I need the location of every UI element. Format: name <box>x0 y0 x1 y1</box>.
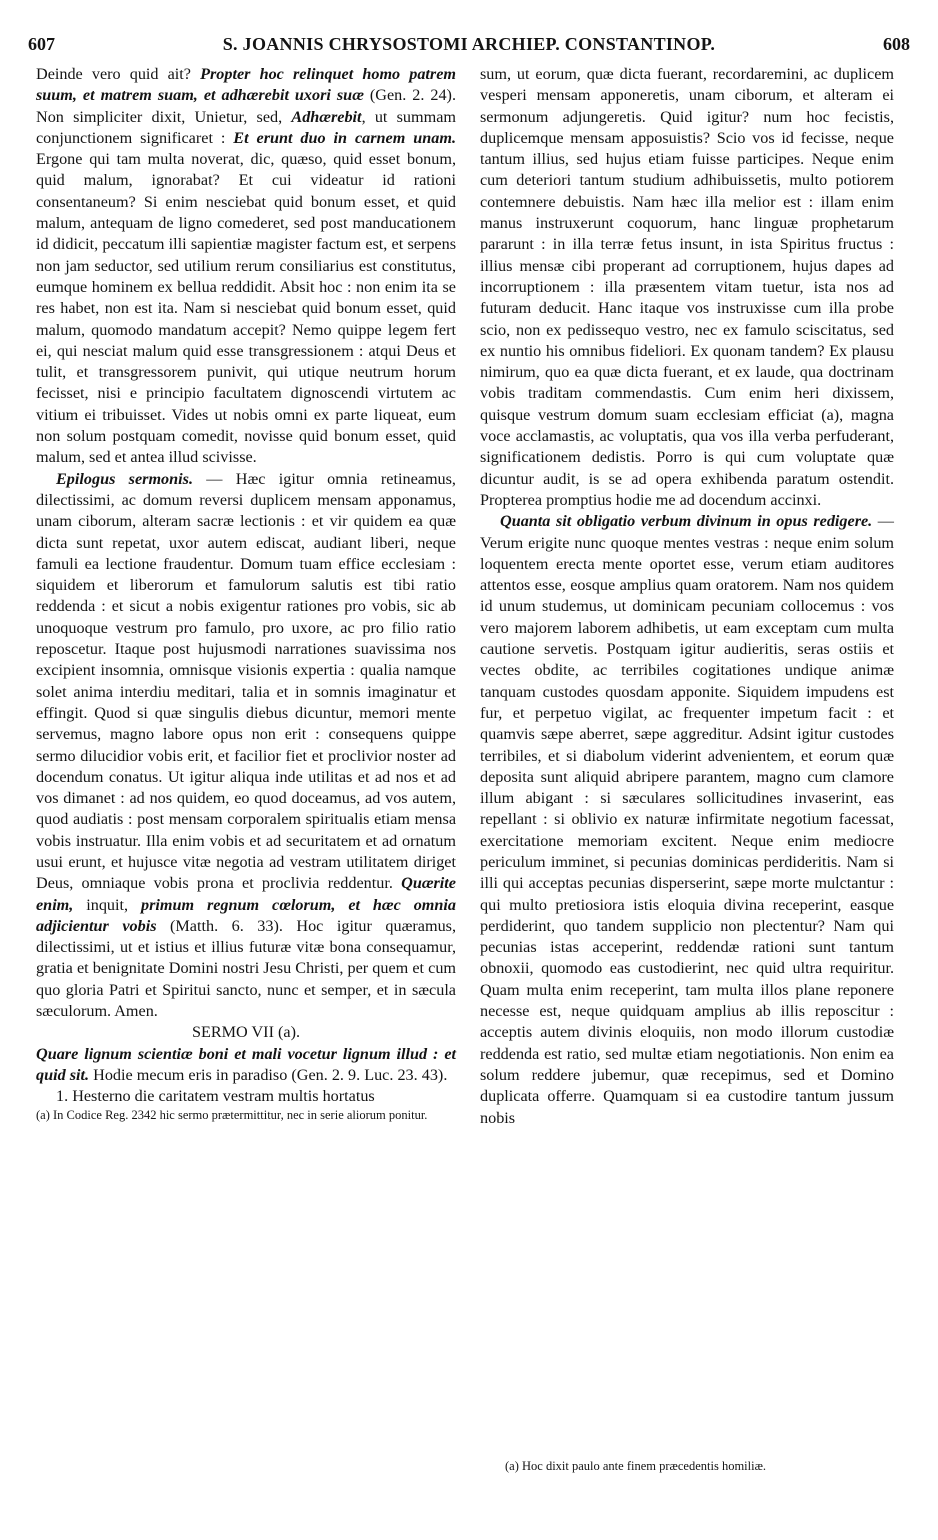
section-heading: Quanta sit obligatio verbum divinum in opus redigere. <box>500 512 873 531</box>
right-column <box>480 64 894 1129</box>
paragraph: 1. Hesterno die caritatem vestram multis hortatus <box>56 1087 375 1106</box>
argument-heading: Quare lignum scientiæ boni et mali vocetur lignum illud : et quid sit. <box>36 1044 456 1084</box>
sermon-argument: Quare lignum scientiæ boni et mali vocetur lignum illud : et quid sit. Hodie mecum eris in paradiso (Gen. 2. 9. Luc. 23. 43). <box>36 1044 456 1084</box>
paragraph: Quanta sit obligatio verbum divinum in opus redigere. — Verum erigite nunc quoque mentes vestras : neque enim solum loquentem erecta mente oportet esse, verum etiam auditores attentos esse, eosque amplius quam oratorem. Nam nos quidem id unum studemus, ut dominicam pecuniam collocemus : vos vero majorem laborem adhibetis, ut eam exceptam cum multa cautione servetis. Postquam igitur audieritis, seras ostiis et vectes obdite, ac terribiles cogitationes undique animæ tanquam custodes quosdam apponite. Siquidem impudens est fur, et perpetuo vigilat, ac frequenter impetum facit : et quamvis sæpe aberret, sæpe aggreditur. Adsint igitur custodes terribiles, et si diabolum viderint advenientem, et eorum quæ deposita sunt aliquid abripere parantem, magno cum clamore illum abigant : si sæculares sollicitudines invaserint, eas repellant : si oblivio ex naturæ infirmitate negotium facessat, exercitatione memoriam excitent. Neque enim mediocre periculum imminet, si pecunias dominicas perdideritis. Nam si illi qui acceptas pecunias disperserint, sæpe morte mulctantur : qui multo pretiosiora istis eloquia divina receperint, easque perdiderint, quo tandem supplicio non plectentur? Nam qui pecunias istas acceperint, reddendæ rationi sunt tantum obnoxii, quomodo eas custodierint, nec quid ultra requiritur. Quam multa enim receperint, tam multa illos plane reponere necesse est, neque quidquam amplius ab illis reposcitur : acceptis autem divinis eloquiis, non modo illorum custodiæ reddenda est ratio, sed multæ etiam negotiationis. Non enim ea solum reddere jubemur, quæ recepimus, sed et Domino duplicata offerre. Quamquam si ea custodire tantum jussum nobis <box>480 512 894 1127</box>
footnote: (a) In Codice Reg. 2342 hic sermo prætermittitur, nec in serie aliorum ponitur. <box>36 1107 428 1122</box>
page-header <box>28 34 910 60</box>
running-title: S. JOANNIS CHRYSOSTOMI ARCHIEP. CONSTANTINOP. <box>222 34 716 54</box>
paragraph: sum, ut eorum, quæ dicta fuerant, recordaremini, ac duplicem vesperi mensam apponeretis, unam ciborum, et alteram ei sermonum adjungeretis. Quid igitur? num hoc fecistis, duplicemque mensam apposuistis? Scio vos id fecisse, neque tantum illius, sed hujus etiam fuisse participes. Neque enim cum deteriori tantum studium adhibuissetis, multo potiorem contemnere debuistis. Nam hæc illa melior est : illam enim manus instruxerunt coquorum, hanc linguæ prophetarum pararunt : in illa terræ fetus insunt, in ista Spiritus fructus : illius mensæ cibi properant ad corruptionem, hujus dapes ad incorruptionem : illa præsentem vitam tuetur, ista nos ad futuram deducit. Hanc itaque vos instruxisse cum illa probe scio, non ex pedissequo vestro, nec ex famulo sciscitatus, sed ex nuntio his omnibus fideliori. Ex quonam tandem? Ex plausu nimirum, quo ea quæ dicta fuerant, et ex laude, qua doctrinam vobis traditam commendastis. Cum enim heri dixissem, quisque vestrum domum suam ecclesiam efficiat (a), magna voce acclamastis, ac voluptatis, qua vos illa verba perfuderant, significationem dedistis. Porro is qui cum voluptate quæ dicuntur audit, is se ad opera exhibenda paratum ostendit. Propterea promptius hodie me ad docendum accinxi. <box>480 65 894 509</box>
page-number-right: 608 <box>883 34 910 54</box>
scripture-quote: primum regnum cœlorum, et hæc omnia adjicientur vobis <box>36 895 456 935</box>
left-column <box>36 64 456 1123</box>
scripture-quote: Propter hoc relinquet homo patrem suum, et matrem suam, et adhærebit uxori suæ <box>36 65 456 105</box>
scripture-quote: Adhærebit <box>291 107 362 126</box>
paragraph: Epilogus sermonis. — Hæc igitur omnia retineamus, dilectissimi, ac domum reversi duplicem mensam apponamus, unam ciborum, alteram sacræ lectionis : et vir quidem ea quæ dicta sunt repetat, uxor autem ediscat, audiant liberi, neque famuli ea lectione fraudentur. Domum tuam effice ecclesiam : siquidem et liberorum et famulorum salutis est tibi ratio reddenda : et sicut a nobis exigentur rationes pro vobis, sic ab unoquoque vestrum pro famulo, pro uxore, ac pro filio ratio reposcetur. Itaque post hujusmodi narrationes suavissima nos excipient insomnia, omnisque visionis expertia : qualia namque solet anima interdiu meditari, talia et in somnis imaginatur et effingit. Quod si quæ singulis diebus dicuntur, memori mente servemus, magno labore opus non erit : consequens quippe sermo dilucidior vobis erit, et facilior fiet et proclivior noster ad docendum conatus. Ut igitur aliqua inde utilitas et ad nos et ad vos dimanet : ad nos quidem, eo quod doceamus, ad vos autem, quod audiatis : post mensam corporalem spiritualis etiam mensa vobis instruatur. Illa enim vobis et ad securitatem et ad ornatum usui erunt, et hujusce vitæ negotia ad vestram utilitatem diriget Deus, omniaque vobis prona et proclivia reddentur. Quærite enim, inquit, primum regnum cœlorum, et hæc omnia adjicientur vobis (Matth. 6. 33). Hoc igitur quæramus, dilectissimi, ut et istius et illius futuræ vitæ bona consequamur, gratia et benignitate Domini nostri Jesu Christi, per quem et cum quo gloria Patri et Spiritui sancto, nunc et semper, et in sæcula sæculorum. Amen. <box>36 469 457 1021</box>
scripture-quote: Et erunt duo in carnem unam. <box>233 128 456 147</box>
scripture-quote: Quærite enim, <box>36 874 456 914</box>
paragraph: Deinde vero quid ait? Propter hoc relinquet homo patrem suum, et matrem suam, et adhærebit uxori suæ (Gen. 2. 24). Non simpliciter dixit, Unietur, sed, Adhærebit, ut summam conjunctionem significaret : Et erunt duo in carnem unam. Ergone qui tam multa noverat, dic, quæso, quid esset bonum, quid malum, ignorabat? Et cui videatur id rationi consentaneum? Si enim nesciebat quid bonum esset, et quid malum, antequam de ligno comederet, sed post manducationem id didicit, peccatum illi sapientiæ magister factum est, et serpens non jam seductor, sed utilium rerum consiliarius est constitutus, eumque hominem ex bellua reddidit. Absit hoc : non enim ita se res habet, non est ita. Nam si nesciebat quid bonum esset, quid malum, quomodo mandatum accepit? Nemo quippe legem fert ei, qui nesciat malum quid esse transgressionem : atqui Deus et tulit, et transgressorem punivit, qui utique neutrum horum fecisset, nisi e principio facultatem dignoscendi virtutem ac vitium ei tribuisset. Vides ut nobis omni ex parte liqueat, eum non solum postquam comedit, novisse quid bonum esset, quid malum, sed et antea illud scivisse. <box>36 65 456 467</box>
sermon-title: SERMO VII (a). <box>191 1023 301 1042</box>
section-heading: Epilogus sermonis. <box>56 469 193 488</box>
page-number-left: 607 <box>28 34 55 54</box>
footnote-right: (a) Hoc dixit paulo ante finem præcedentis homiliæ. <box>505 1459 767 1473</box>
